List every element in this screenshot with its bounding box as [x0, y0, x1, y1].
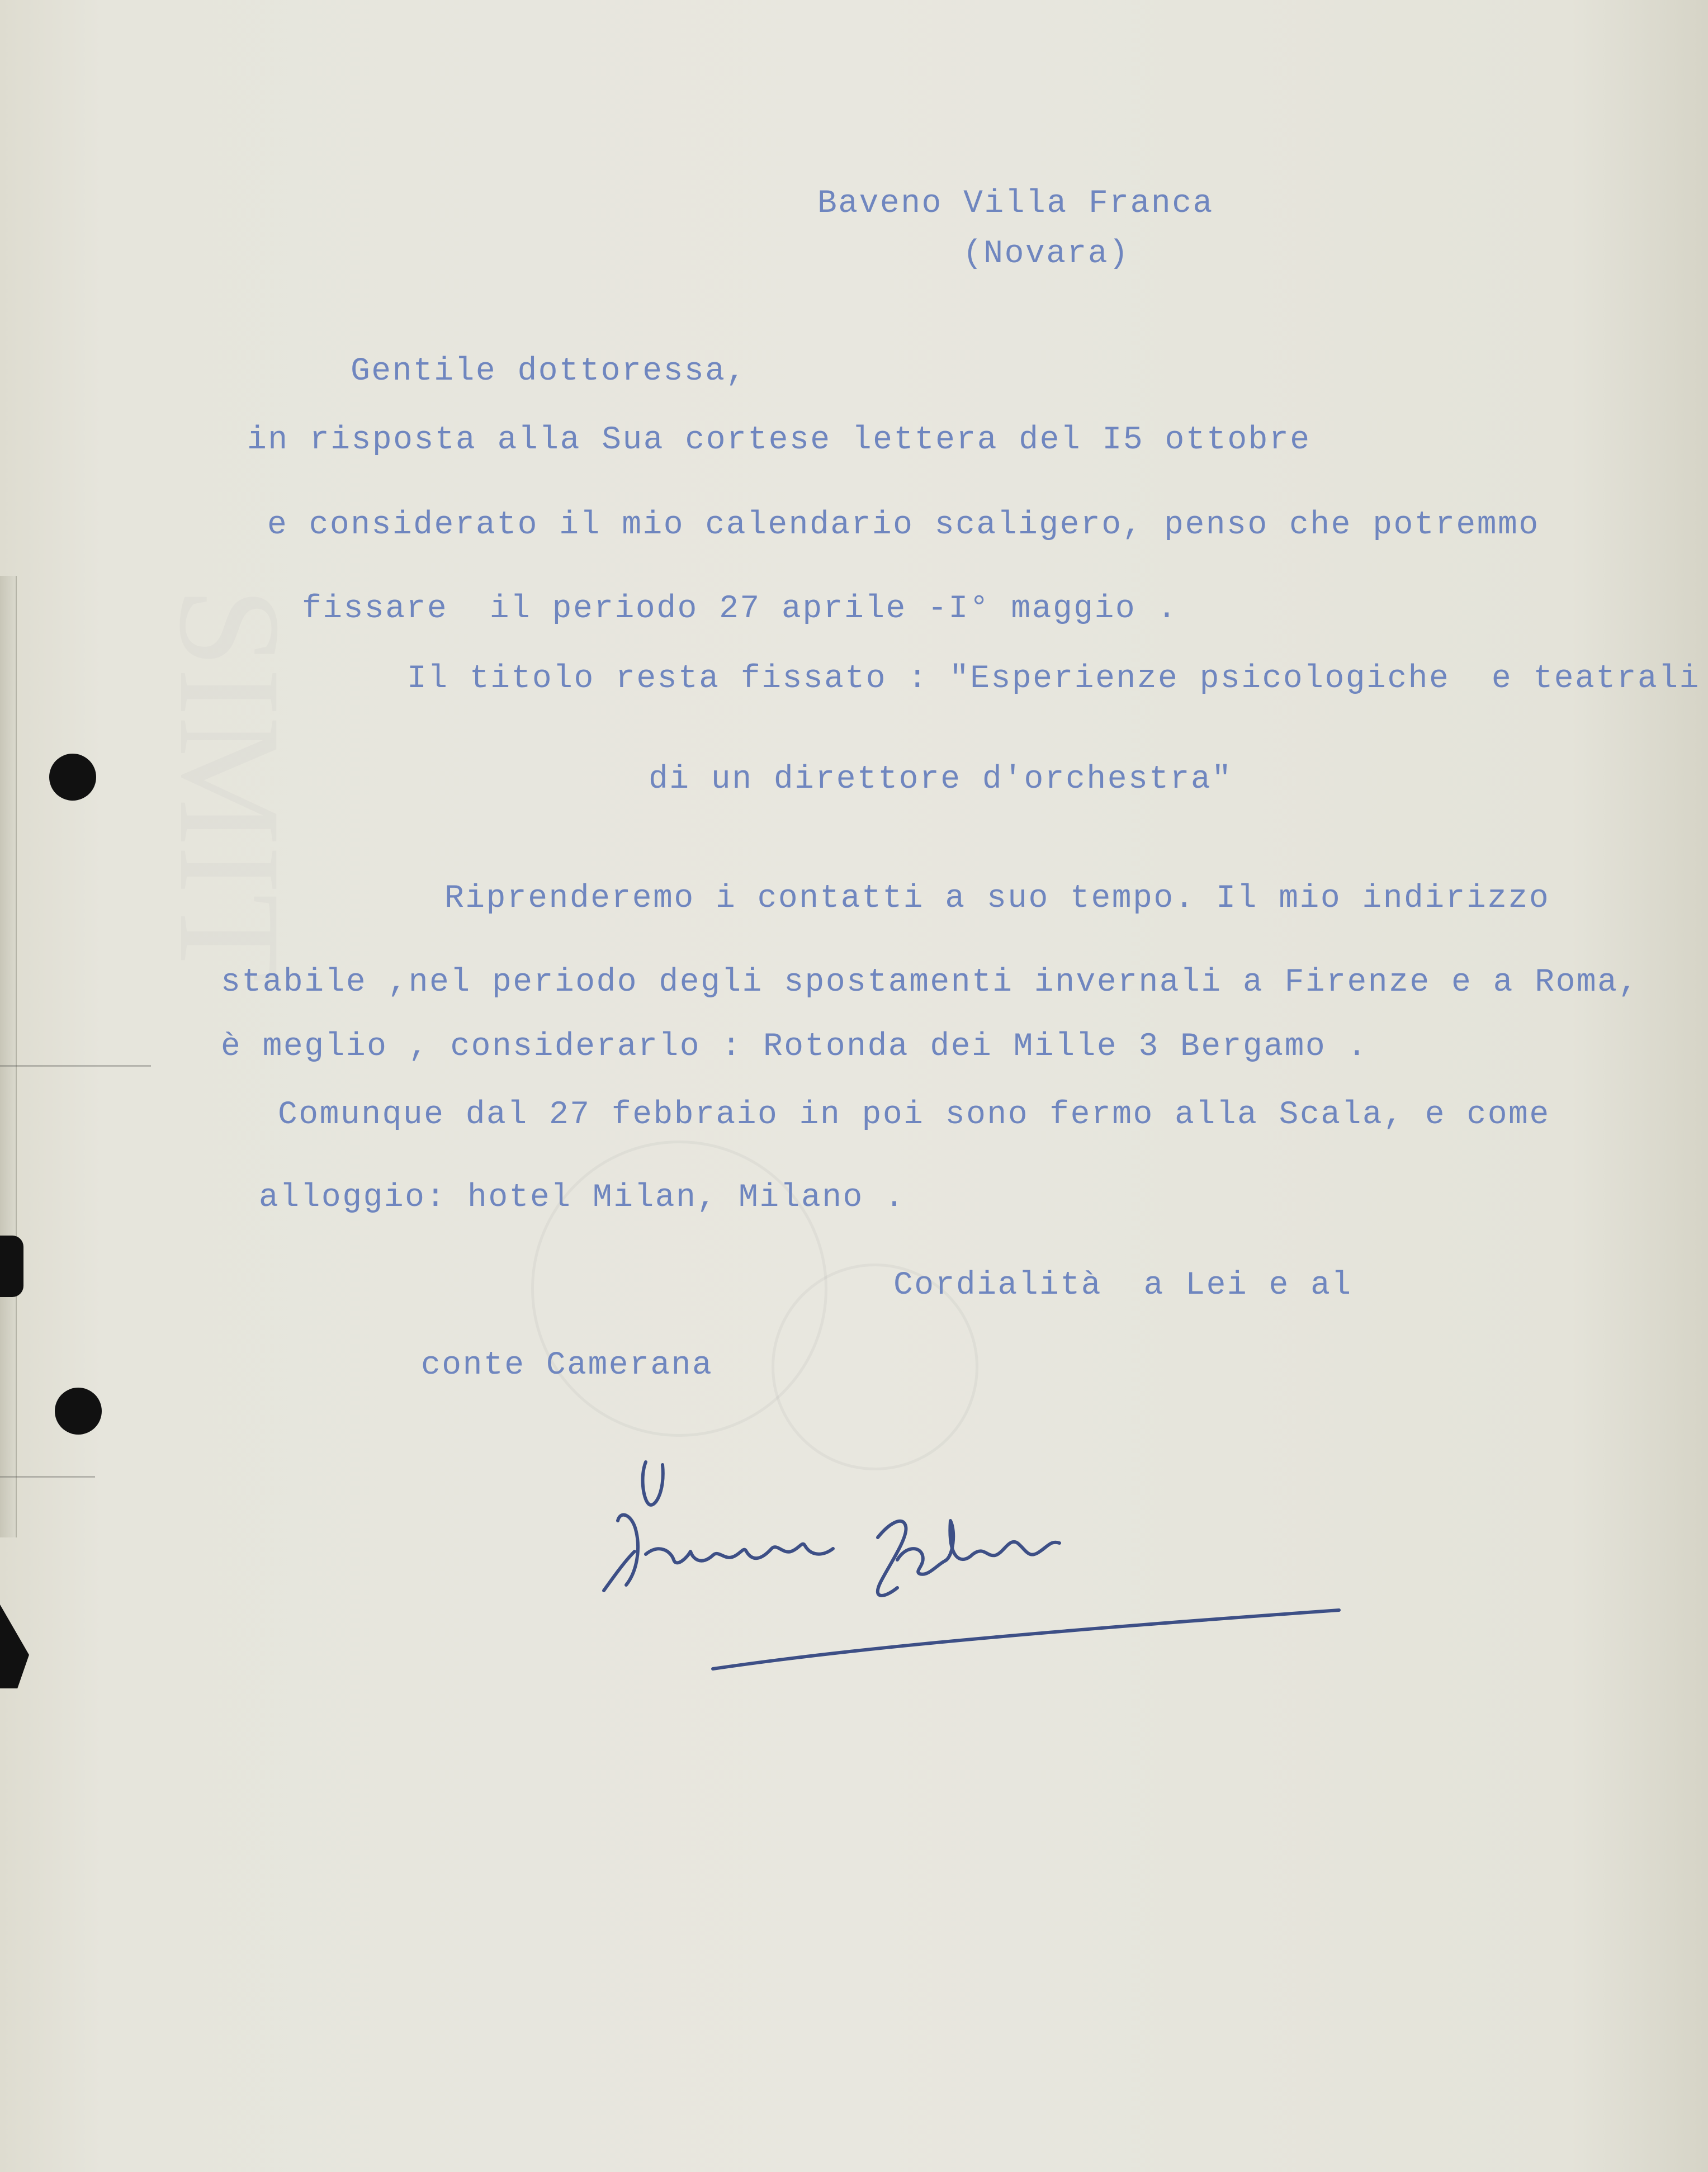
left-edge-fold: [0, 576, 17, 1537]
body-line: Il titolo resta fissato : "Esperienze psicologiche e teatrali: [407, 661, 1700, 697]
faint-bleed-through-text: SIMIT: [149, 587, 310, 983]
address-line-place: Baveno Villa Franca: [817, 186, 1214, 222]
body-line: fissare il periodo 27 aprile -I° maggio .: [302, 591, 1178, 627]
body-line: in risposta alla Sua cortese lettera del I5 ottobre: [247, 422, 1311, 458]
paper-crease: [0, 1065, 151, 1067]
body-line: Riprenderemo i contatti a suo tempo. Il mio indirizzo: [444, 881, 1550, 917]
punch-hole: [55, 1388, 102, 1435]
body-line: di un direttore d'orchestra": [649, 761, 1233, 798]
body-line: e considerato il mio calendario scaligero, penso che potremmo: [267, 507, 1540, 543]
punch-hole: [49, 754, 96, 801]
body-line: Comunque dal 27 febbraio in poi sono fermo alla Scala, e come: [278, 1097, 1550, 1133]
paper-crease: [0, 1476, 95, 1478]
body-line: stabile ,nel periodo degli spostamenti invernali a Firenze e a Roma,: [221, 964, 1639, 1001]
body-line: alloggio: hotel Milan, Milano .: [259, 1180, 906, 1216]
body-line: è meglio , considerarlo : Rotonda dei Mille 3 Bergamo .: [221, 1029, 1368, 1065]
torn-edge-mark: [0, 1236, 23, 1297]
closing-line: Cordialità a Lei e al: [893, 1267, 1352, 1304]
address-line-province: (Novara): [963, 236, 1130, 272]
handwritten-signature: [593, 1431, 1347, 1711]
torn-edge-mark: [0, 1605, 29, 1688]
closing-line: conte Camerana: [421, 1347, 713, 1384]
salutation: Gentile dottoressa,: [351, 353, 747, 390]
